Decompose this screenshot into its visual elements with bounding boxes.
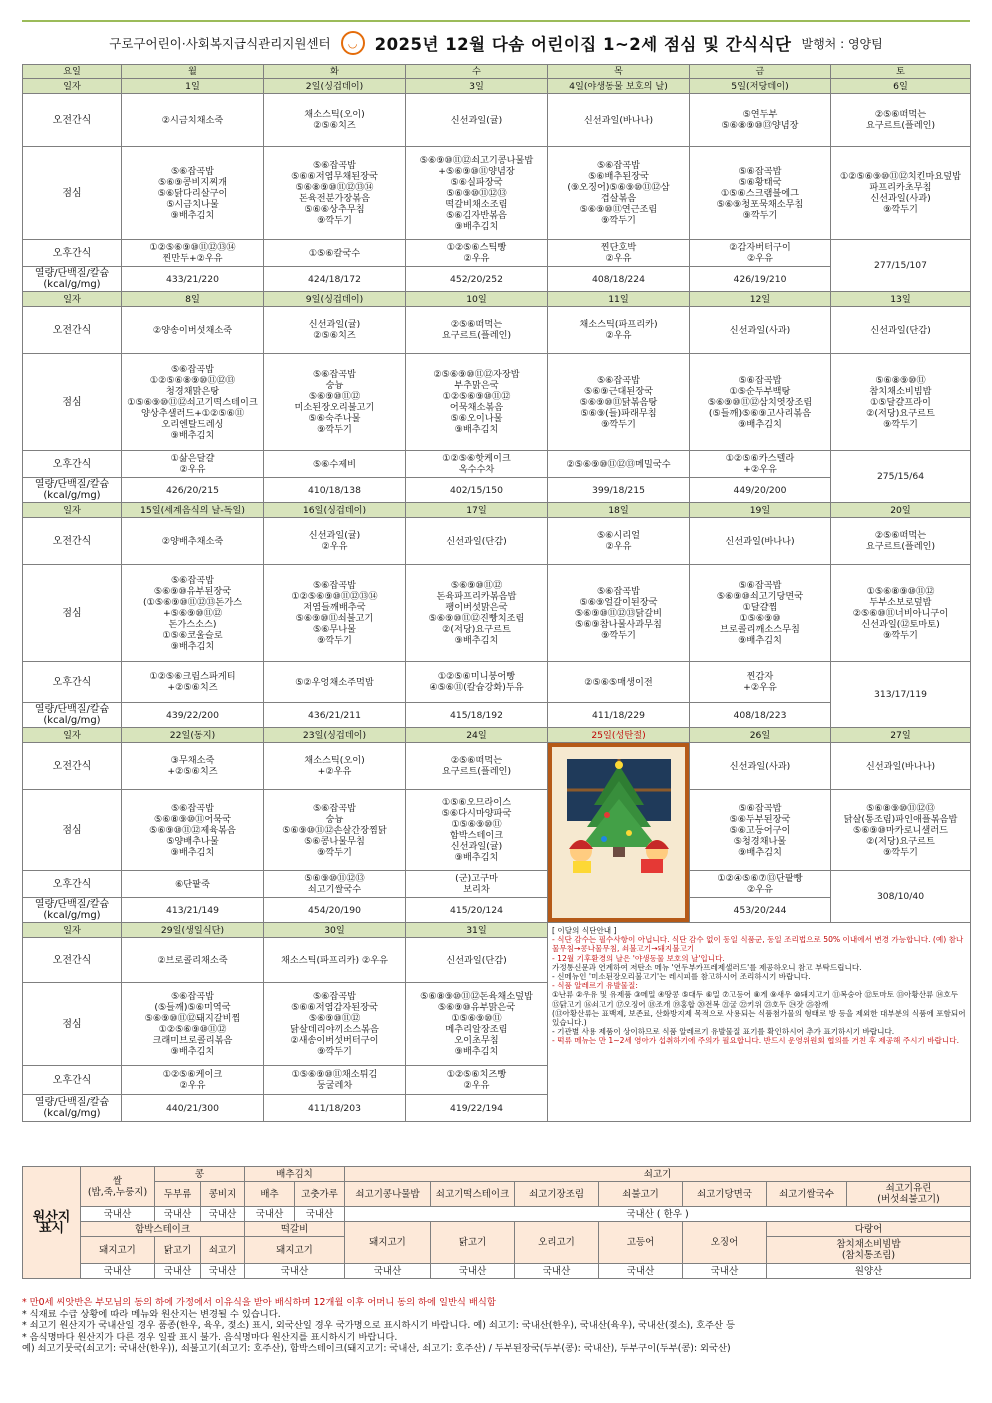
nutrition-cell: 424/18/172 xyxy=(264,267,406,292)
row-label-nut: 열량/단백질/칼슘 (kcal/g/mg) xyxy=(23,898,122,923)
date-cell: 31일 xyxy=(406,923,548,938)
monthly-notice xyxy=(548,923,971,1122)
row-label-ilja: 일자 xyxy=(23,79,122,94)
weekday-3: 목 xyxy=(548,65,690,79)
pm-snack-cell: ⑤②우엉채소주먹밥 xyxy=(264,662,406,703)
nutrition-cell: 410/18/138 xyxy=(264,478,406,503)
am-snack-cell: 신선과일(단감) xyxy=(831,307,971,354)
date-cell: 23일(싱겁데이) xyxy=(264,728,406,743)
footer-line: * 음식명마다 원산지가 다른 경우 일괄 표시 불가. 음식명마다 원산지를 표시하시기 바랍니다. xyxy=(22,1331,398,1343)
row-label-nut: 열량/단백질/칼슘 (kcal/g/mg) xyxy=(23,478,122,503)
notice-line: - 기관별 사용 제품이 상이하므로 식품 알레르기 유발물질 표기를 확인하시어 추가 표기하시기 바랍니다. xyxy=(552,1027,895,1037)
origin-value: 국내산 xyxy=(683,1264,767,1279)
lunch-cell: ⑤⑥잡곡밥 ⑤⑥두부된장국 ⑤⑥고등어구이 ⑤청경채나물 ⑨배추김치 xyxy=(690,790,831,871)
lunch-cell: ⑤⑥잡곡밥 숭늉 ⑤⑥⑨⑩⑪⑫ 미소된장오리불고기 ⑤⑥숙주나물 ⑨깍두기 xyxy=(264,354,406,451)
nutrition-cell: 426/19/210 xyxy=(690,267,831,292)
pm-snack-cell: ①②⑤⑥카스텔라 +②우유 xyxy=(690,451,831,478)
weekday-1: 화 xyxy=(264,65,406,79)
am-snack-cell: ②양배추채소죽 xyxy=(122,518,264,565)
am-snack-cell: ②⑤⑥떠먹는 요구르트(플레인) xyxy=(406,307,548,354)
nutrition-cell: 436/21/211 xyxy=(264,703,406,728)
row-label-lunch: 점심 xyxy=(23,147,122,240)
lunch-cell: ②⑤⑥⑨⑩⑪⑫자장밥 부추맑은국 ①②⑤⑥⑨⑩⑪⑫ 어묵채소볶음 ⑤⑥오이나물 ⑨배추김치 xyxy=(406,354,548,451)
row-label-ilja: 일자 xyxy=(23,503,122,518)
notice-line: - 식품 알레르기 유발물질: xyxy=(552,981,638,991)
notice-line: ①난류 ②우유 및 유제품 ③메밀 ④땅콩 ⑤대두 ⑥밀 ⑦고등어 ⑧게 ⑨새우 ⑩돼지고기 ⑪복숭아 ⑫토마토 ⑬아황산류 ⑭호두 ⑮닭고기 ⑯쇠고기 ⑰오징어 ⑱조개 ⑲홍합 ⑳전복 ㉑굴 ㉒키위 ㉓호두 ㉔잣 ㉕참깨 xyxy=(552,990,959,1009)
lunch-cell: ⑤⑥⑧⑨⑩⑪⑫돈육채소덮밥 ⑤⑥⑨⑩유부맑은국 ①⑤⑥⑨⑩⑪ 메추리알장조림 오이초무침 ⑨배추김치 xyxy=(406,983,548,1066)
lunch-cell: ⑤⑥잡곡밥 ⑤⑥⑨⑩쇠고기당면국 ①달걀찜 ①⑤⑥⑨⑩ 브로콜리깨소스무침 ⑨배추김치 xyxy=(690,565,831,662)
date-cell: 1일 xyxy=(122,79,264,94)
origin-value: 국내산 xyxy=(155,1207,201,1222)
lunch-cell: ⑤⑥잡곡밥 ⑤⑥황태국 ①⑤⑥스크램블에그 ⑤⑥⑨청포묵채소무침 ⑨깍두기 xyxy=(690,147,831,240)
date-cell: 4일(야생동물 보호의 날) xyxy=(548,79,690,94)
lunch-cell: ⑤⑥잡곡밥 (⑤들깨)⑤⑥미역국 ⑤⑥⑨⑩⑪⑫돼지갈비찜 ①②⑤⑥⑨⑩⑪⑫ 크래미브로콜리볶음 ⑨배추김치 xyxy=(122,983,264,1066)
lunch-cell: ⑤⑥⑧⑨⑩⑪⑫⑬ 닭살(통조림)파인애플볶음밥 ⑤⑥⑨⑩마카로니샐러드 ②(저당)요구르트 ⑨깍두기 xyxy=(831,790,971,871)
row-label-lunch: 점심 xyxy=(23,983,122,1066)
origin-value: 국내산 xyxy=(245,1207,295,1222)
nutrition-cell: 415/20/124 xyxy=(406,898,548,923)
footer-line: 예) 쇠고기뭇국(쇠고기: 국내산(한우)), 쇠불고기(쇠고기: 호주산), 함박스테이크(돼지고기: 국내산, 쇠고기: 호주산) / 두부된장국(두부(콩): 국내산), 두부구이(두부(콩): 외국산) xyxy=(22,1343,731,1354)
footer-line: * 만0세 씨앗반은 부모님의 동의 하에 가정에서 이유식을 받아 배식하며 12개월 이후 어머니 동의 하에 일반식 배식함 xyxy=(22,1297,496,1308)
nutrition-cell: 408/18/223 xyxy=(690,703,831,728)
am-snack-cell: 채소스틱(파프리카) ②우유 xyxy=(264,938,406,983)
notice-line: - 떡류 메뉴는 만 1~2세 영아가 섭취하기에 주의가 필요합니다. 반드시 운영위원회 협의를 거친 후 제공해 주시기 바랍니다. xyxy=(552,1036,959,1046)
nutrition-cell: 408/18/224 xyxy=(548,267,690,292)
lunch-cell: ⑤⑥잡곡밥 ①②⑤⑥⑨⑩⑪⑫⑬⑭ 저염들깨배추국 ⑤⑥⑨⑩⑪쇠불고기 ⑤⑥무나물 ⑨깍두기 xyxy=(264,565,406,662)
row-label-ilja: 일자 xyxy=(23,728,122,743)
pm-snack-cell: ①삶은달걀 ②우유 xyxy=(122,451,264,478)
page-header xyxy=(22,20,970,66)
pm-snack-cell: ①②④⑤⑥⑦⑬단팥빵 ②우유 xyxy=(690,871,831,898)
row-label-ilja: 일자 xyxy=(23,292,122,307)
notice-line: - 식단 감수는 필수사항이 아닙니다. 식단 감수 없이 동일 식품군, 동일 조리법으로 50% 이내에서 변경 가능합니다. (예) 참나물무침→콩나물무침, 쇠불고기→돼지불고기 xyxy=(552,935,964,954)
origin-value: 원양산 xyxy=(767,1264,971,1279)
lunch-cell: ⑤⑥⑨⑩⑪⑫ 돈육파프리카볶음밥 팽이버섯맑은국 ⑤⑥⑨⑩⑪⑫진빵치조림 ②(저당)요구르트 ⑨배추김치 xyxy=(406,565,548,662)
am-snack-cell: ⑤⑥시리얼 ②우유 xyxy=(548,518,690,565)
nutrition-cell: 426/20/215 xyxy=(122,478,264,503)
nutrition-cell: 433/21/220 xyxy=(122,267,264,292)
lunch-cell: ⑤⑥⑨⑩⑪⑫쇠고기콩나물밥 +⑤⑥⑨⑩⑪양념장 ⑤⑥실파장국 ⑤⑥⑨⑩⑪⑫⑬ 떡갈비채소조림 ⑤⑥김자반볶음 ⑨배추김치 xyxy=(406,147,548,240)
am-snack-cell: 신선과일(바나나) xyxy=(548,94,690,147)
am-snack-cell: 신선과일(바나나) xyxy=(690,518,831,565)
origin-item: 고춧가루 xyxy=(295,1182,345,1207)
notice-line: - 12월 기후환경의 날은 '야생동물 보호의 날'입니다. xyxy=(552,953,725,963)
origin-item: 쇠고기쌀국수 xyxy=(767,1182,847,1207)
date-cell: 20일 xyxy=(831,503,971,518)
row-label-am: 오전간식 xyxy=(23,938,122,983)
row-label-am: 오전간식 xyxy=(23,94,122,147)
am-snack-cell: ②양송이버섯채소죽 xyxy=(122,307,264,354)
am-snack-cell: 신선과일(귤) ②⑤⑥치즈 xyxy=(264,307,406,354)
lunch-cell: ⑤⑥잡곡밥 ⑤⑥⑥저염무채된장국 ⑤⑥⑧⑨⑩⑪⑫⑬⑭ 돈육전분가장볶음 ⑤⑥⑥상추무침 ⑨깍두기 xyxy=(264,147,406,240)
am-snack-cell: ②⑤⑥떠먹는 요구르트(플레인) xyxy=(831,94,971,147)
pm-snack-cell: ①⑤⑥⑨⑩⑪채소튀김 둥굴레차 xyxy=(264,1066,406,1095)
nutrition-cell: 402/15/150 xyxy=(406,478,548,503)
origin-value: 국내산 ( 한우 ) xyxy=(345,1207,971,1222)
weekday-header-label: 요일 xyxy=(23,65,122,79)
origin-group: 닭고기 xyxy=(431,1222,515,1264)
date-cell: 24일 xyxy=(406,728,548,743)
footer-line: * 쇠고기 원산지가 국내산일 경우 품종(한우, 육우, 젖소) 표시, 외국산일 경우 국가명으로 표시하시기 바랍니다. 예) 쇠고기: 국내산(한우), 국내산(육우), 국내산(젖소), 호주산 등 xyxy=(22,1320,735,1331)
am-snack-cell: 신선과일(귤) ②우유 xyxy=(264,518,406,565)
origin-item: 참치채소비빔밥 (참치통조림) xyxy=(767,1237,971,1264)
lunch-cell: ①⑤⑥오므라이스 ⑤⑥다시마양파국 ①⑤⑥⑨⑩⑪ 함박스테이크 신선과일(귤) ⑨배추김치 xyxy=(406,790,548,871)
row-label-lunch: 점심 xyxy=(23,354,122,451)
origin-group: 쇠고기 xyxy=(345,1167,971,1182)
nutrition-cell: 413/21/149 xyxy=(122,898,264,923)
origin-group: 떡갈비 xyxy=(245,1222,345,1237)
nutrition-cell: 453/20/244 xyxy=(690,898,831,923)
lunch-cell: ⑤⑥잡곡밥 ⑤⑥⑨콩비지찌개 ⑤⑥닭다리살구이 ⑤시금치나물 ⑨배추김치 xyxy=(122,147,264,240)
lunch-cell: ①⑤⑥⑧⑨⑩⑪⑫ 두부소보로덮밥 ②⑤⑥⑩⑪너비아니구이 신선과일(⑫토마토) ⑨깍두기 xyxy=(831,565,971,662)
origin-item: 돼지고기 xyxy=(245,1237,345,1264)
lunch-cell: ⑤⑥잡곡밥 숭늉 ⑤⑥⑨⑩⑪⑫손살간장찜닭 ⑤⑥콩나물무침 ⑨깍두기 xyxy=(264,790,406,871)
am-snack-cell: 채소스틱(오이) +②우유 xyxy=(264,743,406,790)
notice-line: (⑬아황산류는 표백제, 보존료, 산화방지제 목적으로 사용되는 식품첨가물의 형태로 방 등을 제외한 대부분의 식품에 포함되어 있습니다.) xyxy=(552,1008,966,1028)
smile-logo-icon: ◡ xyxy=(341,31,365,55)
lunch-cell: ⑤⑥잡곡밥 ⑤⑥⑨⑩유부된장국 (①⑤⑥⑨⑩⑪⑫⑬돈가스 +⑤⑥⑨⑩⑪⑫ 돈가스소스) ①⑤⑥코울슬로 ⑨배추김치 xyxy=(122,565,264,662)
nutrition-cell: 308/10/40 xyxy=(831,871,971,923)
lunch-cell: ⑤⑥잡곡밥 ⑤⑥⑨얼갈이된장국 ⑤⑥⑨⑩⑪⑫⑬닭갈비 ⑤⑥⑨참나물사과무침 ⑨깍두기 xyxy=(548,565,690,662)
origin-group: 쌀 (밥,죽,누룽지) xyxy=(81,1167,155,1207)
footer-line: * 식재료 수급 상황에 따라 메뉴와 원산지는 변경될 수 있습니다. xyxy=(22,1308,281,1320)
date-cell: 11일 xyxy=(548,292,690,307)
date-cell: 15일(세계음식의 날-독일) xyxy=(122,503,264,518)
origin-item: 쇠고기당면국 xyxy=(683,1182,767,1207)
christmas-image-cell xyxy=(548,743,690,923)
nutrition-cell: 440/21/300 xyxy=(122,1095,264,1122)
date-cell: 30일 xyxy=(264,923,406,938)
row-label-lunch: 점심 xyxy=(23,565,122,662)
origin-item: 쇠고기장조림 xyxy=(515,1182,599,1207)
row-label-pm: 오후간식 xyxy=(23,240,122,267)
pm-snack-cell: 찐단호박 ②우유 xyxy=(548,240,690,267)
origin-group: 배추김치 xyxy=(245,1167,345,1182)
lunch-cell: ⑤⑥잡곡밥 ⑤⑥⑥저염감자된장국 ⑤⑥⑨⑩⑪⑫ 닭살데리야끼소스볶음 ②새송이버섯버터구이 ⑨깍두기 xyxy=(264,983,406,1066)
origin-value: 국내산 xyxy=(599,1264,683,1279)
notice-title: [ 이달의 식단안내 ] xyxy=(552,926,617,935)
pm-snack-cell: (군)고구마 보리차 xyxy=(406,871,548,898)
origin-value: 국내산 xyxy=(81,1264,155,1279)
row-label-am: 오전간식 xyxy=(23,518,122,565)
origin-group: 다랑어 xyxy=(767,1222,971,1237)
nutrition-cell: 454/20/190 xyxy=(264,898,406,923)
nutrition-cell: 275/15/64 xyxy=(831,451,971,503)
am-snack-cell: 신선과일(사과) xyxy=(690,307,831,354)
am-snack-cell: ②시금치채소죽 xyxy=(122,94,264,147)
weekday-2: 수 xyxy=(406,65,548,79)
date-cell: 19일 xyxy=(690,503,831,518)
nutrition-cell: 419/22/194 xyxy=(406,1095,548,1122)
origin-item: 두부류 xyxy=(155,1182,201,1207)
am-snack-cell: ⑤연두부 ⑤⑥⑧⑨⑩⑬양념장 xyxy=(690,94,831,147)
lunch-cell: ⑤⑥잡곡밥 ⑤⑥배추된장국 (⑨오징어)⑤⑥⑨⑩⑪⑫삼 겹살볶음 ⑤⑥⑨⑩⑪연근조림 ⑨깍두기 xyxy=(548,147,690,240)
origin-item: 배추 xyxy=(245,1182,295,1207)
origin-value: 국내산 xyxy=(515,1264,599,1279)
am-snack-cell: ②⑤⑥떠먹는 요구르트(플레인) xyxy=(831,518,971,565)
date-cell: 18일 xyxy=(548,503,690,518)
date-cell: 6일 xyxy=(831,79,971,94)
row-label-am: 오전간식 xyxy=(23,743,122,790)
origin-item: 닭고기 xyxy=(155,1237,201,1264)
org-name: 구로구어린이·사회복지급식관리지원센터 xyxy=(109,36,331,51)
date-cell: 26일 xyxy=(690,728,831,743)
nutrition-cell: 411/18/203 xyxy=(264,1095,406,1122)
row-label-ilja: 일자 xyxy=(23,923,122,938)
date-cell: 3일 xyxy=(406,79,548,94)
origin-value: 국내산 xyxy=(201,1264,245,1279)
weekday-0: 월 xyxy=(122,65,264,79)
origin-value: 국내산 xyxy=(245,1264,345,1279)
row-label-nut: 열량/단백질/칼슘 (kcal/g/mg) xyxy=(23,703,122,728)
lunch-cell: ⑤⑥⑧⑨⑩⑪ 참치채소비빔밥 ①⑤달걀프라이 ②(저당)요구르트 ⑨깍두기 xyxy=(831,354,971,451)
am-snack-cell: ③무채소죽 +②⑤⑥치즈 xyxy=(122,743,264,790)
pm-snack-cell: 찐감자 +②우유 xyxy=(690,662,831,703)
origin-group: 고등어 xyxy=(599,1222,683,1264)
origin-group: 콩 xyxy=(155,1167,245,1182)
am-snack-cell: 신선과일(단감) xyxy=(406,938,548,983)
pm-snack-cell: ⑤⑥⑨⑩⑪⑫⑬ 쇠고기쌀국수 xyxy=(264,871,406,898)
pm-snack-cell: ①②⑤⑥크림스파게티 +②⑤⑥치즈 xyxy=(122,662,264,703)
pm-snack-cell: ①⑤⑥칼국수 xyxy=(264,240,406,267)
origin-value: 국내산 xyxy=(345,1264,431,1279)
pm-snack-cell: ①②⑤⑥스틱빵 ②우유 xyxy=(406,240,548,267)
christmas-illustration xyxy=(552,747,685,918)
date-cell: 5일(저당데이) xyxy=(690,79,831,94)
weekday-4: 금 xyxy=(690,65,831,79)
origin-value: 국내산 xyxy=(201,1207,245,1222)
publisher: 발행처 : 영양팀 xyxy=(801,36,883,51)
nutrition-cell: 452/20/252 xyxy=(406,267,548,292)
am-snack-cell: 채소스틱(파프리카) ②우유 xyxy=(548,307,690,354)
am-snack-cell: 신선과일(사과) xyxy=(690,743,831,790)
origin-item: 쇠불고기 xyxy=(599,1182,683,1207)
nutrition-cell: 449/20/200 xyxy=(690,478,831,503)
date-cell: 25일(성탄절) xyxy=(548,728,690,743)
origin-item: 쇠고기콩나물밥 xyxy=(345,1182,431,1207)
pm-snack-cell: ②⑤⑥⑨⑩⑪⑫⑬메밀국수 xyxy=(548,451,690,478)
pm-snack-cell: ⑤⑥수제비 xyxy=(264,451,406,478)
pm-snack-cell: ①②⑤⑥⑨⑩⑪⑫⑬⑭ 찐만두+②우유 xyxy=(122,240,264,267)
origin-item: 쇠고기떡스테이크 xyxy=(431,1182,515,1207)
nutrition-cell: 439/22/200 xyxy=(122,703,264,728)
footer-notes xyxy=(22,1297,970,1355)
nutrition-cell: 399/18/215 xyxy=(548,478,690,503)
pm-snack-cell: ⑥단팥죽 xyxy=(122,871,264,898)
nutrition-cell: 411/18/229 xyxy=(548,703,690,728)
menu-table xyxy=(22,64,971,1122)
date-cell: 29일(생일식단) xyxy=(122,923,264,938)
pm-snack-cell: ①②⑤⑥치즈빵 ②우유 xyxy=(406,1066,548,1095)
origin-group: 돼지고기 xyxy=(345,1222,431,1264)
lunch-cell: ⑤⑥잡곡밥 ①②⑤⑥⑧⑨⑩⑪⑫⑬ 청경채맑은탕 ①⑤⑥⑨⑩⑪⑫쇠고기떡스테이크 양상추샐러드+①②⑤⑥⑪ 오리엔탈드레싱 ⑨배추김치 xyxy=(122,354,264,451)
date-cell: 8일 xyxy=(122,292,264,307)
origin-value: 국내산 xyxy=(431,1264,515,1279)
pm-snack-cell: ①②⑤⑥미니붕어빵 ④⑤⑥⑪(칼슘강화)두유 xyxy=(406,662,548,703)
origin-value: 국내산 xyxy=(155,1264,201,1279)
date-cell: 9일(싱겁데이) xyxy=(264,292,406,307)
origin-value: 국내산 xyxy=(295,1207,345,1222)
notice-line: - 신메뉴인 '미소된장오리불고기'는 레시피를 참고하시어 조리하시기 바랍니다. xyxy=(552,972,811,982)
origin-group: 오리고기 xyxy=(515,1222,599,1264)
nutrition-cell: 415/18/192 xyxy=(406,703,548,728)
date-cell: 10일 xyxy=(406,292,548,307)
origin-item: 돼지고기 xyxy=(81,1237,155,1264)
lunch-cell: ⑤⑥잡곡밥 ⑤⑥⑨근대된장국 ⑤⑥⑨⑩⑪닭볶음탕 ⑤⑥⑨(들)파래무침 ⑨깍두기 xyxy=(548,354,690,451)
date-cell: 13일 xyxy=(831,292,971,307)
row-label-pm: 오후간식 xyxy=(23,662,122,703)
pm-snack-cell: ①②⑤⑥핫케이크 옥수수차 xyxy=(406,451,548,478)
am-snack-cell: 신선과일(바나나) xyxy=(831,743,971,790)
pm-snack-cell: ②⑤⑥⑤매생이전 xyxy=(548,662,690,703)
origin-item: 쇠고기유린 (버섯쇠불고기) xyxy=(847,1182,971,1207)
row-label-pm: 오후간식 xyxy=(23,451,122,478)
date-cell: 12일 xyxy=(690,292,831,307)
pm-snack-cell: ②감자버터구이 ②우유 xyxy=(690,240,831,267)
row-label-lunch: 점심 xyxy=(23,790,122,871)
page-title: 2025년 12월 다솜 어린이집 1~2세 점심 및 간식식단 xyxy=(374,35,792,54)
row-label-nut: 열량/단백질/칼슘 (kcal/g/mg) xyxy=(23,1095,122,1122)
origin-table xyxy=(22,1166,971,1279)
date-cell: 17일 xyxy=(406,503,548,518)
row-label-am: 오전간식 xyxy=(23,307,122,354)
lunch-cell: ⑤⑥잡곡밥 ⑤⑥⑧⑨⑩⑪어묵국 ⑤⑥⑨⑩⑪⑫제육볶음 ⑤양배추나물 ⑨배추김치 xyxy=(122,790,264,871)
row-label-pm: 오후간식 xyxy=(23,1066,122,1095)
origin-group: 함박스테이크 xyxy=(81,1222,245,1237)
am-snack-cell: ②⑤⑥떠먹는 요구르트(플레인) xyxy=(406,743,548,790)
origin-label: 원산지 표시 xyxy=(23,1167,81,1279)
date-cell: 16일(싱겁데이) xyxy=(264,503,406,518)
row-label-pm: 오후간식 xyxy=(23,871,122,898)
am-snack-cell: 신선과일(단감) xyxy=(406,518,548,565)
lunch-cell: ⑤⑥잡곡밥 ①⑤순두부백탕 ⑤⑥⑨⑩⑪⑫삼치엿장조림 (⑤들깨)⑤⑥⑨고사리볶음 ⑨배추김치 xyxy=(690,354,831,451)
am-snack-cell: ②브로콜리채소죽 xyxy=(122,938,264,983)
origin-group: 오징어 xyxy=(683,1222,767,1264)
nutrition-cell: 313/17/119 xyxy=(831,662,971,728)
notice-line: 가정통신문과 연계하여 저탄소 메뉴 '연두부카프레제샐러드'를 제공하오니 참고 부탁드립니다. xyxy=(552,962,862,972)
weekday-5: 토 xyxy=(831,65,971,79)
date-cell: 2일(싱겁데이) xyxy=(264,79,406,94)
pm-snack-cell: ①②⑤⑥케이크 ②우유 xyxy=(122,1066,264,1095)
origin-value: 국내산 xyxy=(81,1207,155,1222)
row-label-nut: 열량/단백질/칼슘 (kcal/g/mg) xyxy=(23,267,122,292)
christmas-tree-icon xyxy=(559,755,679,875)
am-snack-cell: 채소스틱(오이) ②⑤⑥치즈 xyxy=(264,94,406,147)
origin-item: 쇠고기 xyxy=(201,1237,245,1264)
lunch-cell: ①②⑤⑥⑨⑩⑪⑫치킨마요덮밥 파프리카초무침 신선과일(사과) ⑨깍두기 xyxy=(831,147,971,240)
origin-item: 콩비지 xyxy=(201,1182,245,1207)
date-cell: 27일 xyxy=(831,728,971,743)
am-snack-cell: 신선과일(귤) xyxy=(406,94,548,147)
date-cell: 22일(동지) xyxy=(122,728,264,743)
nutrition-cell: 277/15/107 xyxy=(831,240,971,292)
